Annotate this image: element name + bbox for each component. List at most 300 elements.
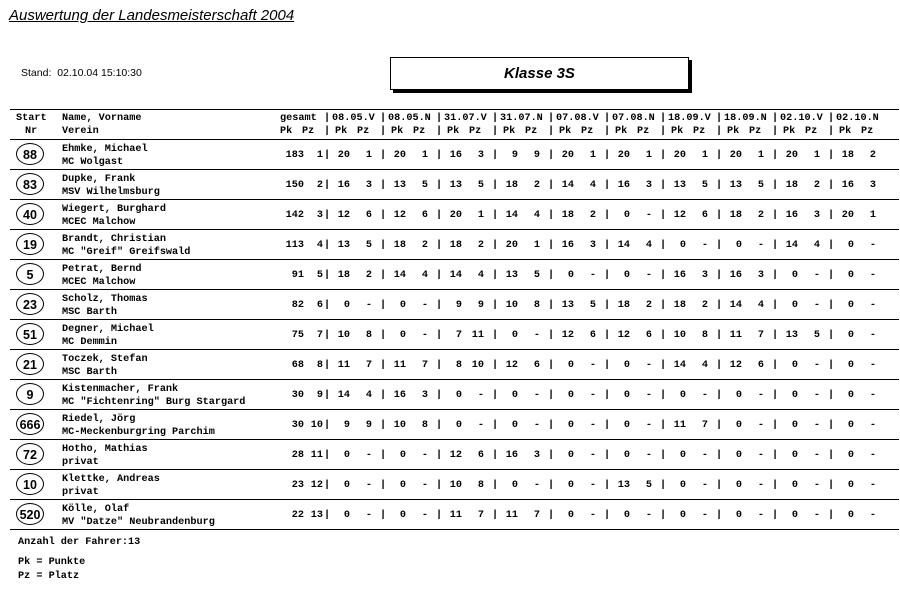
race-place: -: [365, 510, 372, 521]
race-place: -: [477, 420, 484, 431]
race-points: 18: [673, 300, 686, 311]
race-points: 18: [785, 180, 798, 191]
race-place: 4: [533, 210, 540, 221]
race-place: -: [421, 300, 428, 311]
race-place: 9: [477, 300, 484, 311]
race-place: -: [701, 390, 708, 401]
column-separator: |: [604, 210, 611, 221]
column-separator: |: [716, 390, 723, 401]
total-points: 91: [291, 270, 304, 281]
race-points: 14: [729, 300, 742, 311]
race-points: 0: [399, 300, 406, 311]
column-separator: |: [380, 360, 387, 371]
race-place: 3: [477, 150, 484, 161]
total-points: 183: [285, 150, 304, 161]
column-separator: |: [324, 300, 331, 311]
race-place: 7: [477, 510, 484, 521]
page-title: Auswertung der Landesmeisterschaft 2004: [9, 7, 295, 24]
column-separator: |: [716, 450, 723, 461]
race-place: 6: [421, 210, 428, 221]
rider-name: Kölle, Olaf: [62, 504, 130, 515]
column-separator: |: [436, 450, 443, 461]
column-separator: |: [548, 510, 555, 521]
race-place: 3: [365, 180, 372, 191]
race-place: -: [589, 480, 596, 491]
race-place: -: [869, 420, 876, 431]
race-points: 12: [505, 360, 518, 371]
header-race-pz: Pz: [861, 126, 874, 137]
race-points: 14: [393, 270, 406, 281]
column-separator: |: [660, 210, 667, 221]
total-place: 2: [316, 180, 323, 191]
column-separator: |: [380, 450, 387, 461]
race-points: 13: [617, 480, 630, 491]
race-place: -: [365, 450, 372, 461]
table-row: [10, 380, 899, 410]
race-points: 0: [847, 240, 854, 251]
rider-club: MSV Wilhelmsburg: [62, 187, 160, 198]
race-place: -: [421, 510, 428, 521]
column-separator: |: [380, 240, 387, 251]
race-points: 0: [455, 390, 462, 401]
race-points: 11: [673, 420, 686, 431]
race-place: -: [701, 480, 708, 491]
race-points: 0: [679, 390, 686, 401]
header-race-pz: Pz: [693, 126, 706, 137]
race-points: 0: [343, 300, 350, 311]
race-points: 13: [561, 300, 574, 311]
column-separator: |: [492, 240, 499, 251]
header-race-pz: Pz: [637, 126, 650, 137]
header-gesamt: gesamt: [280, 113, 317, 124]
column-separator: |: [604, 270, 611, 281]
race-points: 0: [735, 240, 742, 251]
column-separator: |: [772, 210, 779, 221]
race-points: 13: [393, 180, 406, 191]
column-separator: |: [492, 210, 499, 221]
column-separator: |: [548, 480, 555, 491]
race-points: 16: [841, 180, 854, 191]
race-place: 4: [421, 270, 428, 281]
race-place: 5: [533, 270, 540, 281]
race-place: 8: [421, 420, 428, 431]
column-separator: |: [492, 270, 499, 281]
table-row: [10, 200, 899, 230]
column-separator: |: [660, 300, 667, 311]
race-points: 0: [567, 480, 574, 491]
total-points: 142: [285, 210, 304, 221]
total-points: 82: [291, 300, 304, 311]
race-place: -: [813, 480, 820, 491]
race-place: 5: [477, 180, 484, 191]
table-row: [10, 290, 899, 320]
race-place: -: [869, 330, 876, 341]
column-separator: |: [716, 330, 723, 341]
header-separator: |: [660, 126, 667, 137]
column-separator: |: [772, 150, 779, 161]
race-place: -: [757, 480, 764, 491]
race-place: 5: [813, 330, 820, 341]
race-place: 1: [365, 150, 372, 161]
rider-club: MC "Greif" Greifswald: [62, 247, 191, 258]
race-place: -: [869, 450, 876, 461]
rider-name: Brandt, Christian: [62, 234, 166, 245]
rider-name: Wiegert, Burghard: [62, 204, 166, 215]
race-place: -: [869, 390, 876, 401]
race-points: 18: [337, 270, 350, 281]
total-place: 9: [316, 390, 323, 401]
race-place: 4: [813, 240, 820, 251]
race-points: 0: [847, 450, 854, 461]
column-separator: |: [380, 300, 387, 311]
column-separator: |: [828, 480, 835, 491]
column-separator: |: [436, 420, 443, 431]
race-place: -: [701, 510, 708, 521]
header-separator: |: [436, 113, 443, 124]
header-race-date: 08.05.N: [388, 113, 431, 124]
total-points: 22: [291, 510, 304, 521]
race-place: 2: [533, 180, 540, 191]
column-separator: |: [548, 180, 555, 191]
column-separator: |: [492, 420, 499, 431]
race-points: 12: [617, 330, 630, 341]
column-separator: |: [604, 300, 611, 311]
header-verein: Verein: [62, 126, 99, 137]
column-separator: |: [492, 450, 499, 461]
race-points: 10: [337, 330, 350, 341]
race-place: -: [757, 240, 764, 251]
race-place: 6: [701, 210, 708, 221]
race-place: 1: [421, 150, 428, 161]
race-place: 5: [365, 240, 372, 251]
column-separator: |: [548, 450, 555, 461]
rider-club: MC Demmin: [62, 337, 118, 348]
race-points: 18: [449, 240, 462, 251]
rider-name: Klettke, Andreas: [62, 474, 160, 485]
race-place: -: [589, 420, 596, 431]
race-place: 2: [365, 270, 372, 281]
race-points: 0: [847, 420, 854, 431]
column-separator: |: [436, 240, 443, 251]
race-points: 13: [449, 180, 462, 191]
total-points: 113: [285, 240, 304, 251]
header-separator: |: [716, 126, 723, 137]
race-points: 0: [679, 510, 686, 521]
table-row: [10, 470, 899, 500]
race-place: 1: [589, 150, 596, 161]
race-points: 20: [505, 240, 518, 251]
column-separator: |: [660, 150, 667, 161]
column-separator: |: [324, 510, 331, 521]
column-separator: |: [324, 270, 331, 281]
race-place: -: [645, 210, 652, 221]
header-race-date: 02.10.V: [780, 113, 823, 124]
header-separator: |: [772, 113, 779, 124]
race-points: 14: [785, 240, 798, 251]
race-points: 0: [567, 360, 574, 371]
race-place: -: [701, 240, 708, 251]
column-separator: |: [828, 360, 835, 371]
rider-name: Hotho, Mathias: [62, 444, 148, 455]
total-place: 8: [316, 360, 323, 371]
race-place: 3: [645, 180, 652, 191]
column-separator: |: [548, 150, 555, 161]
column-separator: |: [548, 210, 555, 221]
race-points: 13: [729, 180, 742, 191]
race-points: 0: [511, 330, 518, 341]
column-separator: |: [660, 420, 667, 431]
start-number-badge: 9: [16, 383, 44, 405]
race-place: 8: [533, 300, 540, 311]
column-separator: |: [772, 240, 779, 251]
column-separator: |: [660, 270, 667, 281]
race-place: 7: [701, 420, 708, 431]
race-points: 0: [623, 210, 630, 221]
total-place: 7: [316, 330, 323, 341]
race-points: 0: [343, 450, 350, 461]
rider-name: Degner, Michael: [62, 324, 154, 335]
race-points: 0: [791, 360, 798, 371]
column-separator: |: [436, 270, 443, 281]
column-separator: |: [828, 450, 835, 461]
row-divider: [10, 529, 899, 530]
race-points: 0: [343, 480, 350, 491]
rider-name: Riedel, Jörg: [62, 414, 136, 425]
race-place: -: [365, 480, 372, 491]
total-place: 11: [310, 450, 323, 461]
column-separator: |: [548, 270, 555, 281]
race-points: 20: [561, 150, 574, 161]
column-separator: |: [660, 450, 667, 461]
race-points: 13: [673, 180, 686, 191]
race-points: 14: [449, 270, 462, 281]
race-place: -: [813, 450, 820, 461]
column-separator: |: [380, 150, 387, 161]
race-place: -: [645, 390, 652, 401]
header-race-date: 07.08.N: [612, 113, 655, 124]
race-place: -: [869, 360, 876, 371]
race-place: 1: [813, 150, 820, 161]
rider-club: MCEC Malchow: [62, 217, 136, 228]
race-place: 5: [589, 300, 596, 311]
total-points: 150: [285, 180, 304, 191]
race-points: 0: [623, 420, 630, 431]
column-separator: |: [604, 450, 611, 461]
race-points: 10: [449, 480, 462, 491]
race-points: 0: [847, 480, 854, 491]
race-points: 0: [567, 270, 574, 281]
race-place: 4: [589, 180, 596, 191]
race-place: 5: [701, 180, 708, 191]
table-row: [10, 320, 899, 350]
race-points: 0: [455, 420, 462, 431]
race-place: -: [869, 270, 876, 281]
table-row: [10, 440, 899, 470]
rider-name: Ehmke, Michael: [62, 144, 148, 155]
race-points: 18: [729, 210, 742, 221]
column-separator: |: [660, 180, 667, 191]
race-place: 11: [471, 330, 484, 341]
header-separator: |: [492, 126, 499, 137]
race-points: 0: [791, 450, 798, 461]
race-place: -: [813, 390, 820, 401]
race-points: 18: [561, 210, 574, 221]
race-points: 12: [337, 210, 350, 221]
race-points: 0: [679, 240, 686, 251]
column-separator: |: [716, 300, 723, 311]
race-points: 8: [455, 360, 462, 371]
header-race-pk: Pk: [839, 126, 852, 137]
race-place: 1: [645, 150, 652, 161]
race-place: -: [365, 300, 372, 311]
race-place: -: [645, 450, 652, 461]
header-race-pk: Pk: [671, 126, 684, 137]
column-separator: |: [324, 450, 331, 461]
rider-name: Toczek, Stefan: [62, 354, 148, 365]
column-separator: |: [548, 330, 555, 341]
race-points: 13: [785, 330, 798, 341]
column-separator: |: [604, 360, 611, 371]
column-separator: |: [772, 420, 779, 431]
start-number-badge: 51: [16, 323, 44, 345]
header-separator: |: [436, 126, 443, 137]
table-row: [10, 350, 899, 380]
race-points: 0: [623, 510, 630, 521]
header-race-date: 31.07.V: [444, 113, 487, 124]
column-separator: |: [660, 360, 667, 371]
race-points: 0: [399, 480, 406, 491]
column-separator: |: [828, 330, 835, 341]
header-race-pk: Pk: [447, 126, 460, 137]
race-points: 16: [785, 210, 798, 221]
column-separator: |: [716, 480, 723, 491]
race-points: 12: [393, 210, 406, 221]
race-place: -: [701, 450, 708, 461]
class-title-box: Klasse 3S: [390, 57, 689, 90]
start-number-badge: 21: [16, 353, 44, 375]
race-points: 0: [847, 330, 854, 341]
header-gesamt-pz: Pz: [302, 126, 315, 137]
race-points: 20: [673, 150, 686, 161]
race-place: 6: [645, 330, 652, 341]
race-place: 2: [701, 300, 708, 311]
race-points: 9: [343, 420, 350, 431]
race-points: 0: [623, 450, 630, 461]
total-points: 28: [291, 450, 304, 461]
column-separator: |: [492, 150, 499, 161]
header-race-date: 02.10.N: [836, 113, 879, 124]
race-place: -: [869, 480, 876, 491]
race-points: 0: [623, 390, 630, 401]
race-place: 2: [477, 240, 484, 251]
header-gesamt-pk: Pk: [280, 126, 293, 137]
column-separator: |: [604, 240, 611, 251]
column-separator: |: [604, 180, 611, 191]
race-points: 0: [735, 450, 742, 461]
race-place: 1: [869, 210, 876, 221]
race-points: 18: [393, 240, 406, 251]
race-points: 0: [511, 420, 518, 431]
race-place: 8: [477, 480, 484, 491]
race-points: 10: [505, 300, 518, 311]
race-place: 2: [869, 150, 876, 161]
race-points: 20: [617, 150, 630, 161]
header-separator: |: [772, 126, 779, 137]
column-separator: |: [772, 270, 779, 281]
column-separator: |: [772, 480, 779, 491]
legend-pk: Pk = Punkte: [18, 557, 86, 568]
race-points: 13: [505, 270, 518, 281]
header-separator: |: [548, 126, 555, 137]
column-separator: |: [772, 300, 779, 311]
column-separator: |: [436, 360, 443, 371]
column-separator: |: [828, 210, 835, 221]
column-separator: |: [772, 510, 779, 521]
table-row: [10, 170, 899, 200]
race-place: -: [813, 510, 820, 521]
race-place: -: [645, 510, 652, 521]
legend-pz: Pz = Platz: [18, 571, 80, 582]
race-points: 11: [729, 330, 742, 341]
rider-club: MSC Barth: [62, 367, 118, 378]
header-separator: |: [828, 126, 835, 137]
total-points: 30: [291, 420, 304, 431]
rider-club: MC Wolgast: [62, 157, 124, 168]
race-points: 0: [567, 510, 574, 521]
race-points: 0: [567, 420, 574, 431]
race-points: 0: [735, 480, 742, 491]
race-place: -: [533, 480, 540, 491]
column-separator: |: [828, 150, 835, 161]
rider-club: MC-Meckenburgring Parchim: [62, 427, 215, 438]
header-race-pz: Pz: [749, 126, 762, 137]
race-place: -: [533, 420, 540, 431]
race-points: 11: [337, 360, 350, 371]
race-place: -: [533, 330, 540, 341]
column-separator: |: [772, 390, 779, 401]
total-place: 10: [310, 420, 323, 431]
column-separator: |: [828, 390, 835, 401]
start-number-badge: 83: [16, 173, 44, 195]
column-separator: |: [436, 150, 443, 161]
race-points: 0: [847, 390, 854, 401]
header-separator: |: [548, 113, 555, 124]
column-separator: |: [548, 420, 555, 431]
race-place: -: [477, 390, 484, 401]
race-points: 0: [399, 450, 406, 461]
start-number-badge: 23: [16, 293, 44, 315]
race-points: 14: [673, 360, 686, 371]
header-separator: |: [492, 113, 499, 124]
column-separator: |: [380, 420, 387, 431]
column-separator: |: [324, 480, 331, 491]
race-points: 0: [791, 300, 798, 311]
race-place: 9: [365, 420, 372, 431]
column-separator: |: [548, 390, 555, 401]
column-separator: |: [716, 150, 723, 161]
race-place: -: [645, 360, 652, 371]
column-separator: |: [324, 180, 331, 191]
race-points: 18: [505, 180, 518, 191]
race-place: -: [421, 330, 428, 341]
total-place: 3: [316, 210, 323, 221]
race-points: 0: [847, 510, 854, 521]
race-points: 14: [617, 240, 630, 251]
race-points: 16: [449, 150, 462, 161]
race-place: 8: [365, 330, 372, 341]
race-points: 0: [791, 420, 798, 431]
start-number-badge: 88: [16, 143, 44, 165]
